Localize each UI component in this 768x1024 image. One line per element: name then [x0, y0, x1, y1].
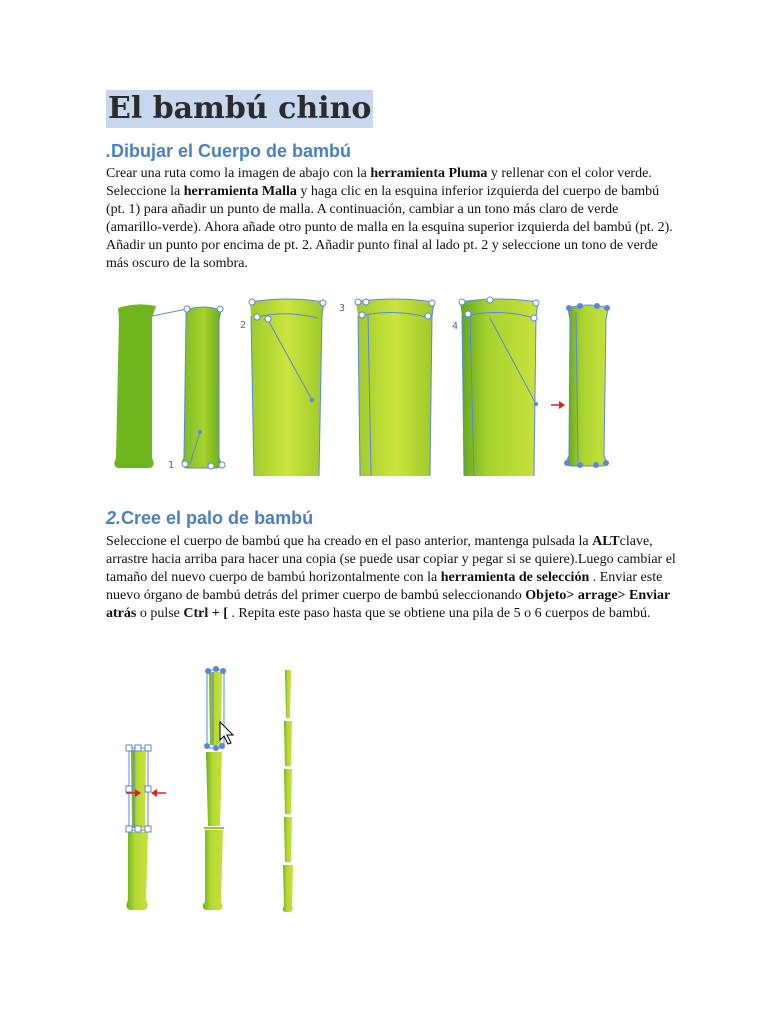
- point-2-label: 2: [240, 320, 247, 331]
- bamboo-stack-step-3: [283, 670, 293, 912]
- bamboo-body-figure: [0, 290, 768, 490]
- bold-term: Objeto> arrage> Enviar atrás: [106, 588, 671, 621]
- bold-term: herramienta de selección: [440, 570, 590, 585]
- page-title: El bambú chino: [108, 91, 372, 126]
- bold-term: ALT: [592, 534, 620, 549]
- bamboo-stack-step-2: [203, 666, 233, 910]
- section-2-paragraph: [106, 533, 676, 623]
- paragraph-text: y rellenar con el color verde. Seleccione la: [106, 166, 652, 199]
- bold-term: herramienta Malla: [183, 184, 297, 199]
- bamboo-shape-plain: [114, 304, 156, 468]
- point-1-label: 1: [168, 460, 175, 471]
- bamboo-stack-figure: [0, 660, 768, 920]
- section-2-title: Cree el palo de bambú: [121, 508, 314, 528]
- paragraph-text: o pulse: [136, 606, 184, 621]
- bamboo-shape-step-2: [240, 299, 326, 476]
- section-1-paragraph: [106, 165, 676, 273]
- section-2-heading: [106, 507, 313, 529]
- paragraph-text: . Enviar este nuevo órgano de bambú detrás del primer cuerpo de bambú seleccionando: [106, 570, 663, 603]
- section-1-heading: [106, 140, 351, 162]
- section-1-title: Dibujar el Cuerpo de bambú: [111, 141, 352, 161]
- point-4-label: 4: [452, 321, 459, 332]
- paragraph-text: Seleccione el cuerpo de bambú que ha creado en el paso anterior, mantenga pulsada la: [106, 534, 593, 549]
- paragraph-text: y haga clic en la esquina inferior izquierda del cuerpo de bambú (pt. 1) para añadir un punto de malla. A continuación, cambiar a un tono más claro de verde (amarillo-verde). Ahora añade otro punto de malla en la esquina superior izquierda del bambú (pt. 2). Añadir un punto por encima de pt. 2. Añadir punto final al lado pt. 2 y seleccione un tono de verde más oscuro de la sombra.: [106, 184, 673, 271]
- bamboo-shape-step-4: [452, 297, 539, 476]
- point-3-label: 3: [339, 303, 346, 314]
- bamboo-stack-step-1: [126, 745, 166, 910]
- bold-term: Ctrl + [: [183, 606, 228, 621]
- paragraph-text: . Repita este paso hasta que se obtiene una pila de 5 o 6 cuerpos de bambú.: [227, 606, 651, 621]
- section-2-number: 2.: [106, 508, 122, 528]
- bold-term: herramienta Pluma: [370, 166, 488, 181]
- bamboo-shape-step-3: [339, 299, 435, 476]
- section-1-number: .: [106, 141, 112, 161]
- mouse-cursor-icon: [220, 722, 233, 744]
- paragraph-text: Crear una ruta como la imagen de abajo con la: [106, 166, 371, 181]
- bamboo-shape-step-1: [152, 306, 225, 471]
- bamboo-shape-step-5: [551, 303, 610, 468]
- paragraph-text: clave, arrastre hacia arriba para hacer una copia (se puede usar copiar y pegar si se quiere).Luego cambiar el tamaño del nuevo cuerpo de bambú horizontalmente con la: [106, 534, 676, 585]
